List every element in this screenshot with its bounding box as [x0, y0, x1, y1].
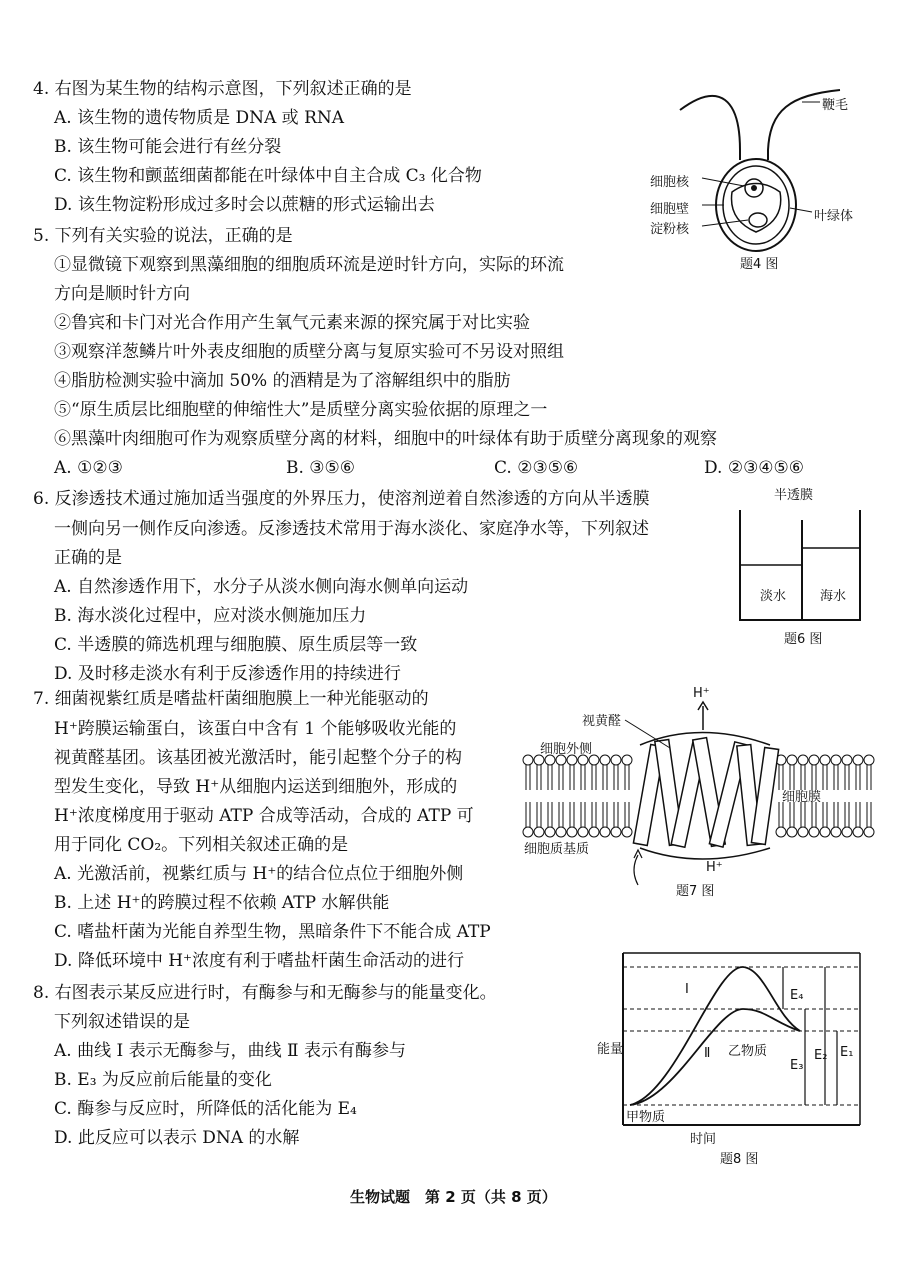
q4-option-a: A. 该生物的遗传物质是 DNA 或 RNA: [54, 108, 345, 128]
q4-label-chloroplast: 叶绿体: [814, 209, 854, 224]
q7-membrane-diagram: [520, 690, 885, 890]
q4-caption: 题4 图: [740, 257, 779, 272]
q7-label-outside: 细胞外侧: [540, 742, 593, 757]
q4-stem: 4. 右图为某生物的结构示意图，下列叙述正确的是: [33, 79, 412, 99]
q5-statement-4: ④脂肪检测实验中滴加 50% 的酒精是为了溶解组织中的脂肪: [54, 371, 511, 391]
q7-stem-5: H⁺浓度梯度用于驱动 ATP 合成等活动，合成的 ATP 可: [54, 806, 474, 826]
q6-option-b: B. 海水淡化过程中，应对淡水侧施加压力: [54, 606, 367, 626]
q6-option-c: C. 半透膜的筛选机理与细胞膜、原生质层等一致: [54, 635, 418, 655]
q6-stem-2: 一侧向另一侧作反向渗透。反渗透技术常用于海水淡化、家庭净水等，下列叙述: [54, 519, 649, 539]
q7-stem-6: 用于同化 CO₂。下列相关叙述正确的是: [54, 835, 349, 855]
q6-label-sea-water: 海水: [820, 589, 847, 604]
q8-stem-2: 下列叙述错误的是: [54, 1012, 190, 1032]
q5-statement-6: ⑥黑藻叶肉细胞可作为观察质壁分离的材料，细胞中的叶绿体有助于质壁分离现象的观察: [54, 429, 717, 449]
q6-label-membrane: 半透膜: [774, 488, 814, 503]
q4-label-starch: 淀粉核: [650, 222, 690, 237]
q4-option-b: B. 该生物可能会进行有丝分裂: [54, 137, 282, 157]
q4-label-wall: 细胞壁: [650, 202, 690, 217]
q6-stem-3: 正确的是: [54, 548, 122, 568]
q8-caption: 题8 图: [720, 1152, 759, 1167]
q7-label-retinal: 视黄醛: [582, 714, 622, 729]
q5-option-c: C. ②③⑤⑥: [494, 458, 579, 478]
q5-statement-5: ⑤“原生质层比细胞壁的伸缩性大”是质壁分离实验依据的原理之一: [54, 400, 548, 420]
q4-option-c: C. 该生物和颤蓝细菌都能在叶绿体中自主合成 C₃ 化合物: [54, 166, 482, 186]
q7-option-d: D. 降低环境中 H⁺浓度有利于嗜盐杆菌生命活动的进行: [54, 951, 465, 971]
q8-option-d: D. 此反应可以表示 DNA 的水解: [54, 1128, 300, 1148]
q8-e3: E₃: [790, 1058, 804, 1073]
q8-e2: E₂: [814, 1048, 828, 1063]
q8-option-b: B. E₃ 为反应前后能量的变化: [54, 1070, 272, 1090]
q7-label-h-top: H⁺: [693, 686, 710, 701]
q5-stem: 5. 下列有关实验的说法，正确的是: [33, 226, 293, 246]
q6-option-a: A. 自然渗透作用下，水分子从淡水侧向海水侧单向运动: [54, 577, 469, 597]
q6-option-d: D. 及时移走淡水有利于反渗透作用的持续进行: [54, 664, 401, 684]
q5-option-a: A. ①②③: [54, 458, 123, 478]
q5-statement-1a: ①显微镜下观察到黑藻细胞的细胞质环流是逆时针方向，实际的环流: [54, 255, 564, 275]
q6-label-fresh-water: 淡水: [760, 589, 787, 604]
q7-stem-4: 型发生变化，导致 H⁺从细胞内运送到细胞外，形成的: [54, 777, 458, 797]
q8-option-c: C. 酶参与反应时，所降低的活化能为 E₄: [54, 1099, 357, 1119]
q8-option-a: A. 曲线 Ⅰ 表示无酶参与，曲线 Ⅱ 表示有酶参与: [54, 1041, 406, 1061]
q5-statement-1b: 方向是顺时针方向: [54, 284, 190, 304]
q7-label-membrane: 细胞膜: [782, 790, 822, 805]
q5-option-d: D. ②③④⑤⑥: [704, 458, 805, 478]
q8-x-label: 时间: [690, 1132, 717, 1147]
q7-stem-2: H⁺跨膜运输蛋白，该蛋白中含有 1 个能够吸收光能的: [54, 719, 457, 739]
q5-statement-3: ③观察洋葱鳞片叶外表皮细胞的质壁分离与复原实验可不另设对照组: [54, 342, 564, 362]
q6-osmosis-diagram: [730, 500, 870, 630]
q8-product: 乙物质: [728, 1044, 768, 1059]
q7-caption: 题7 图: [676, 884, 715, 899]
q8-e1: E₁: [840, 1045, 854, 1060]
q7-label-matrix: 细胞质基质: [524, 842, 590, 857]
q4-option-d: D. 该生物淀粉形成过多时会以蔗糖的形式运输出去: [54, 195, 435, 215]
q6-caption: 题6 图: [784, 632, 823, 647]
q7-stem-1: 7. 细菌视紫红质是嗜盐杆菌细胞膜上一种光能驱动的: [33, 689, 429, 709]
q7-stem-3: 视黄醛基团。该基团被光激活时，能引起整个分子的构: [54, 748, 462, 768]
q5-statement-2: ②鲁宾和卡门对光合作用产生氧气元素来源的探究属于对比实验: [54, 313, 530, 333]
q8-curve-1: Ⅰ: [685, 982, 689, 997]
q8-y-label: 能量: [597, 1042, 624, 1057]
q8-e4: E₄: [790, 988, 804, 1003]
q6-stem-1: 6. 反渗透技术通过施加适当强度的外界压力，使溶剂逆着自然渗透的方向从半透膜: [33, 489, 650, 509]
q8-reactant: 甲物质: [626, 1110, 666, 1125]
q8-curve-2: Ⅱ: [704, 1046, 711, 1061]
q7-option-b: B. 上述 H⁺的跨膜过程不依赖 ATP 水解供能: [54, 893, 390, 913]
q5-option-b: B. ③⑤⑥: [286, 458, 356, 478]
q4-label-flagellum: 鞭毛: [822, 98, 849, 113]
q4-label-nucleus: 细胞核: [650, 175, 690, 190]
page-footer: 生物试题 第 2 页（共 8 页）: [350, 1188, 557, 1206]
q8-stem-1: 8. 右图表示某反应进行时，有酶参与和无酶参与的能量变化。: [33, 983, 497, 1003]
q7-label-h-bottom: H⁺: [706, 860, 723, 875]
q7-option-a: A. 光激活前，视紫红质与 H⁺的结合位点位于细胞外侧: [54, 864, 464, 884]
q7-option-c: C. 嗜盐杆菌为光能自养型生物，黑暗条件下不能合成 ATP: [54, 922, 491, 942]
